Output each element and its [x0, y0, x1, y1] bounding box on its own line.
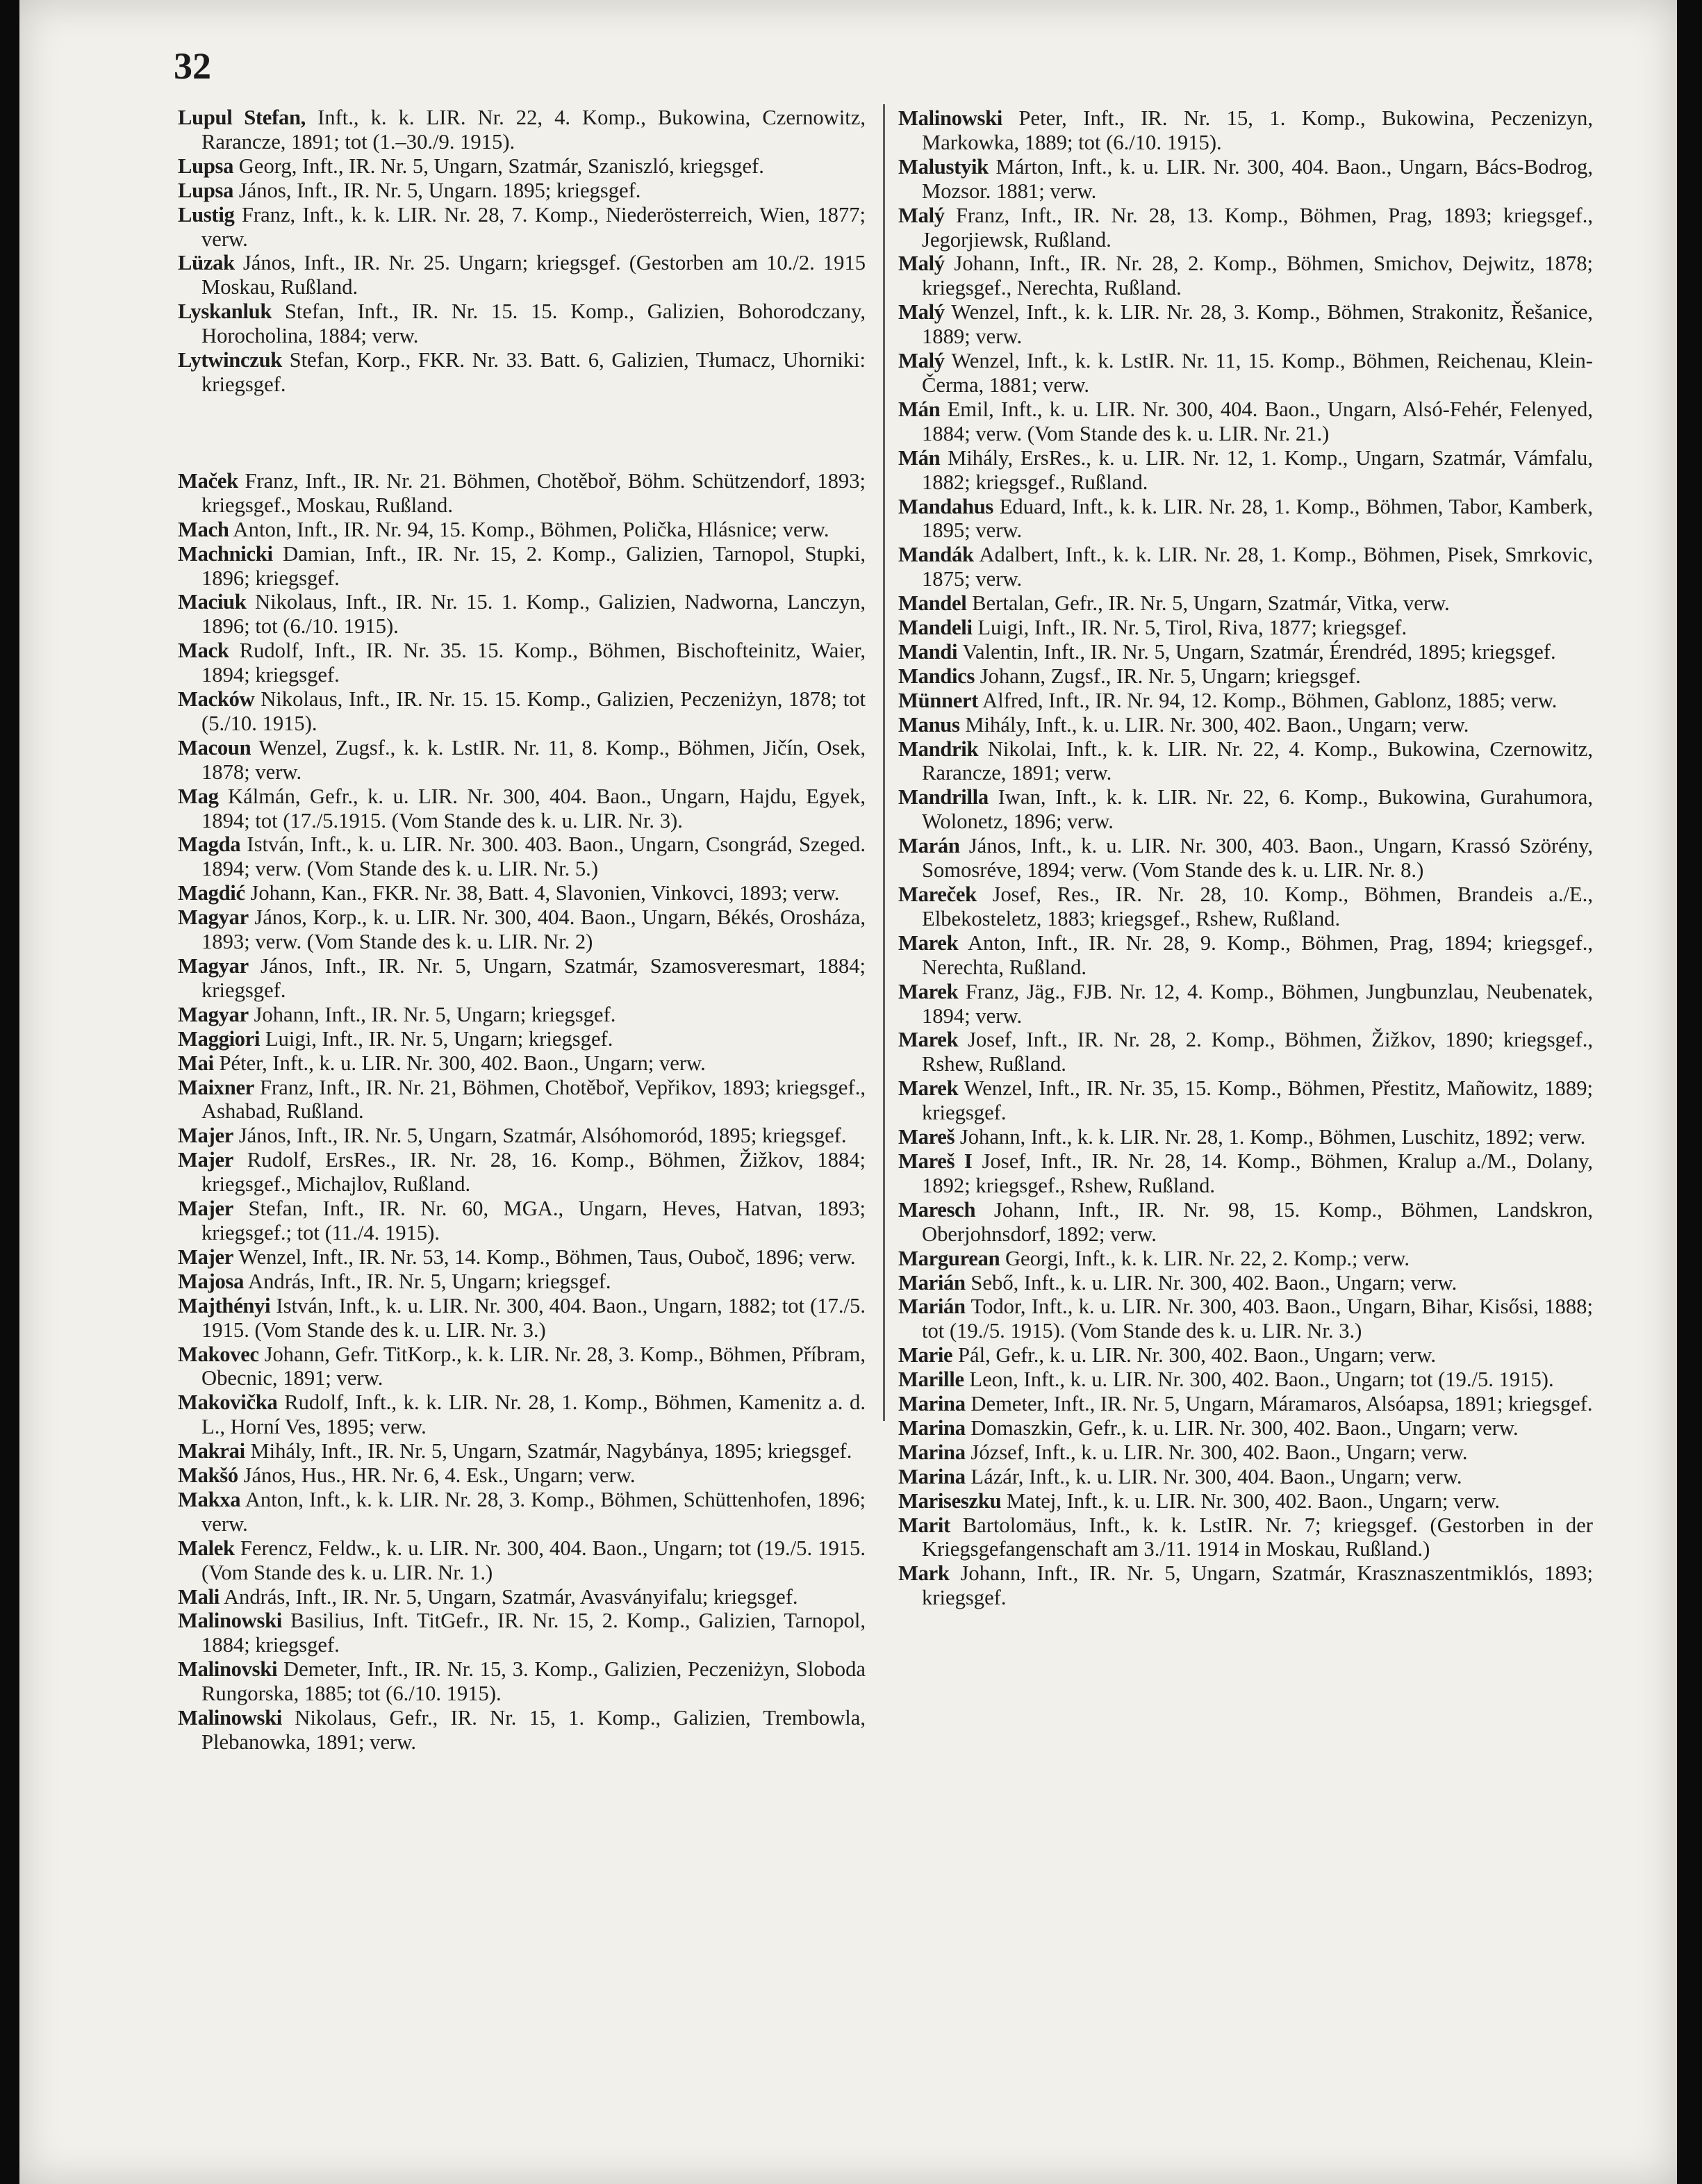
entry-surname: Mach [178, 517, 229, 541]
entry-surname: Marián [898, 1295, 966, 1319]
entry-surname: Magyar [178, 905, 249, 930]
entry-details: István, Inft., k. u. LIR. Nr. 300. 403. Baon., Ungarn, Csongrád, Szeged. 1894; verw. (Vom Stande des k. u. LIR. Nr. 5.) [201, 832, 866, 881]
list-entry [898, 834, 1593, 882]
entry-details: Mihály, Inft., k. u. LIR. Nr. 300, 402. Baon., Ungarn; verw. [965, 712, 1469, 737]
entries-group-l [178, 106, 866, 397]
entry-details: Eduard, Inft., k. k. LIR. Nr. 28, 1. Komp., Böhmen, Tabor, Kamberk, 1895; verw. [922, 494, 1593, 543]
entry-details: Franz, Inft., IR. Nr. 21. Böhmen, Chotěboř, Böhm. Schützendorf, 1893; kriegsgef., Moskau, Rußland. [201, 468, 866, 517]
entry-surname: Maček [178, 468, 238, 493]
list-entry [178, 1657, 866, 1706]
entry-surname: Majosa [178, 1269, 245, 1293]
list-entry [898, 397, 1593, 446]
list-entry [898, 980, 1593, 1028]
entry-surname: Mandrilla [898, 785, 989, 810]
scan-edge [1677, 0, 1702, 2184]
entry-surname: Marek [898, 930, 959, 955]
entry-surname: Marie [898, 1343, 953, 1368]
list-entry [898, 640, 1593, 664]
entry-surname: Mai [178, 1051, 214, 1075]
entry-details: Márton, Inft., k. u. LIR. Nr. 300, 404. Baon., Ungarn, Bács-Bodrog, Mozsor. 1881; verw. [922, 154, 1594, 203]
list-entry [178, 518, 866, 542]
entry-surname: Lupul Stefan, [178, 106, 306, 129]
entry-surname: Lyskanluk [178, 299, 272, 324]
list-entry [178, 1488, 866, 1536]
entry-details: Wenzel, Inft., k. k. LstIR. Nr. 11, 15. Komp., Böhmen, Reichenau, Klein-Čerma, 1881; verw. [922, 349, 1593, 397]
list-entry [178, 881, 866, 905]
list-entry [898, 882, 1593, 931]
entry-surname: Lustig [178, 202, 235, 227]
list-entry [898, 737, 1593, 786]
entry-details: Mihály, Inft., IR. Nr. 5, Ungarn, Szatmár, Nagybánya, 1895; kriegsgef. [250, 1439, 852, 1463]
entry-details: Anton, Inft., IR. Nr. 28, 9. Komp., Böhmen, Prag, 1894; kriegsgef., Nerechta, Rußland. [922, 930, 1594, 979]
list-entry [898, 664, 1593, 689]
entry-surname: Marián [898, 1270, 966, 1295]
list-entry [898, 1028, 1593, 1076]
entry-surname: Mandrik [898, 737, 979, 761]
list-entry [178, 1706, 866, 1755]
entry-details: Franz, Inft., IR. Nr. 28, 13. Komp., Böhmen, Prag, 1893; kriegsgef., Jegorjiewsk, Rußland. [922, 203, 1593, 252]
entry-details: Lázár, Inft., k. u. LIR. Nr. 300, 404. Baon., Ungarn; verw. [970, 1464, 1462, 1488]
list-entry [178, 1270, 866, 1294]
entry-surname: Marek [898, 979, 959, 1003]
entry-details: Todor, Inft., k. u. LIR. Nr. 300, 403. Baon., Ungarn, Bihar, Kisősi, 1888; tot (19./5. 1915). (Vom Stande des k. u. LIR. Nr. 3.) [922, 1295, 1593, 1343]
entry-details: Luigi, Inft., IR. Nr. 5, Tirol, Riva, 1877; kriegsgef. [977, 616, 1407, 640]
entry-surname: Marina [898, 1415, 966, 1440]
entry-surname: Marille [898, 1368, 964, 1392]
entry-surname: Mack [178, 639, 229, 663]
entry-surname: Magda [178, 832, 241, 857]
entry-surname: Lupsa [178, 154, 234, 178]
list-entry [898, 591, 1593, 616]
entry-surname: Makovec [178, 1342, 259, 1366]
entry-details: Basilius, Inft. TitGefr., IR. Nr. 15, 2. Komp., Galizien, Tarnopol, 1884; kriegsgef. [201, 1609, 866, 1657]
entry-details: János, Inft., IR. Nr. 25. Ungarn; kriegsgef. (Gestorben am 10./2. 1915 Moskau, Rußland. [201, 251, 866, 299]
entry-surname: Magyar [178, 954, 249, 978]
list-entry [178, 1027, 866, 1051]
entry-details: Emil, Inft., k. u. LIR. Nr. 300, 404. Baon., Ungarn, Alsó-Fehér, Felenyed, 1884; verw. (Vom Stande des k. u. LIR. Nr. 21.) [922, 397, 1593, 445]
list-entry [898, 1247, 1593, 1271]
list-entry [898, 252, 1593, 300]
entry-details: Franz, Jäg., FJB. Nr. 12, 4. Komp., Böhmen, Jungbunzlau, Neubenatek, 1894; verw. [922, 979, 1593, 1028]
list-entry [898, 1416, 1593, 1440]
entry-details: Bertalan, Gefr., IR. Nr. 5, Ungarn, Szatmár, Vitka, verw. [972, 591, 1450, 616]
entry-details: Stefan, Inft., IR. Nr. 60, MGA., Ungarn, Heves, Hatvan, 1893; kriegsgef.; tot (11./4. 1915). [201, 1197, 866, 1245]
entry-surname: Makxa [178, 1487, 241, 1511]
list-entry [178, 1294, 866, 1343]
entry-surname: Mán [898, 397, 941, 421]
entry-surname: Marán [898, 834, 960, 858]
entry-details: Johann, Gefr. TitKorp., k. k. LIR. Nr. 28, 3. Komp., Böhmen, Příbram, Obecnic, 1891; verw. [201, 1342, 866, 1390]
list-entry [898, 1392, 1593, 1416]
entry-surname: Malý [898, 252, 945, 276]
list-entry [898, 1368, 1593, 1392]
entry-details: Sebő, Inft., k. u. LIR. Nr. 300, 402. Baon., Ungarn; verw. [970, 1270, 1457, 1295]
entry-surname: Malý [898, 349, 945, 373]
scanned-page [19, 0, 1678, 2184]
entry-details: András, Inft., IR. Nr. 5, Ungarn, Szatmár, Avasványifalu; kriegsgef. [223, 1584, 798, 1609]
entry-surname: Münnert [898, 688, 979, 712]
entry-details: Matej, Inft., k. u. LIR. Nr. 300, 402. Baon., Ungarn; verw. [1006, 1488, 1500, 1513]
entry-surname: Malinowski [178, 1706, 282, 1730]
entry-details: Rudolf, ErsRes., IR. Nr. 28, 16. Komp., Böhmen, Žižkov, 1884; kriegsgef., Michajlov, Rußland. [201, 1148, 866, 1197]
entry-details: Demeter, Inft., IR. Nr. 15, 3. Komp., Galizien, Peczeniżyn, Sloboda Rungorska, 1885; tot (6./10. 1915). [201, 1657, 866, 1706]
entry-surname: Mareš [898, 1125, 955, 1149]
list-entry [178, 299, 866, 348]
entry-surname: Magdić [178, 881, 245, 905]
entry-surname: Marina [898, 1464, 966, 1488]
entry-surname: Mandi [898, 639, 958, 664]
entry-surname: Magyar [178, 1002, 249, 1026]
entry-details: Peter, Inft., IR. Nr. 15, 1. Komp., Bukowina, Peczenizyn, Markowka, 1889; tot (6./10. 1915). [922, 106, 1593, 154]
list-entry [178, 1051, 866, 1076]
entry-details: Péter, Inft., k. u. LIR. Nr. 300, 402. Baon., Ungarn; verw. [219, 1051, 706, 1075]
entry-details: Franz, Inft., IR. Nr. 21, Böhmen, Chotěboř, Vepřikov, 1893; kriegsgef., Ashabad, Rußland. [201, 1075, 866, 1124]
entry-details: Johann, Inft., IR. Nr. 5, Ungarn; kriegsgef. [254, 1002, 616, 1026]
list-entry [898, 1149, 1593, 1198]
list-entry [178, 905, 866, 954]
entry-details: Luigi, Inft., IR. Nr. 5, Ungarn; kriegsgef. [265, 1026, 613, 1051]
page-number: 32 [174, 45, 211, 87]
list-entry [898, 1489, 1593, 1513]
entry-surname: Malý [898, 300, 945, 325]
entry-surname: Majer [178, 1148, 234, 1172]
entry-details: Iwan, Inft., k. k. LIR. Nr. 22, 6. Komp., Bukowina, Gurahumora, Wolonetz, 1896; verw. [922, 785, 1594, 834]
entry-surname: Mandahus [898, 494, 994, 518]
entry-details: Nikolaus, Gefr., IR. Nr. 15, 1. Komp., Galizien, Trembowla, Plebanowka, 1891; verw. [201, 1706, 866, 1754]
list-entry [178, 1003, 866, 1027]
entry-surname: Mag [178, 784, 219, 808]
list-entry [898, 1343, 1593, 1368]
list-entry [898, 155, 1593, 204]
entry-surname: Lytwinczuk [178, 348, 282, 372]
list-entry [898, 543, 1593, 591]
list-entry [178, 639, 866, 687]
list-entry [898, 1271, 1593, 1295]
entry-details: Stefan, Inft., IR. Nr. 15. 15. Komp., Galizien, Bohorodczany, Horocholina, 1884; verw. [201, 299, 866, 348]
entry-surname: Marit [898, 1513, 950, 1537]
entry-details: Wenzel, Inft., k. k. LIR. Nr. 28, 3. Komp., Böhmen, Strakonitz, Řešanice, 1889; verw. [922, 300, 1593, 349]
entry-surname: Mandák [898, 543, 974, 567]
entry-details: Josef, Inft., IR. Nr. 28, 2. Komp., Böhmen, Žižkov, 1890; kriegsgef., Rshew, Rußland. [922, 1028, 1593, 1076]
list-entry [178, 1076, 866, 1124]
entry-surname: Mareš I [898, 1149, 973, 1173]
list-entry [178, 106, 866, 154]
entry-surname: Lupsa [178, 178, 234, 202]
list-entry [178, 954, 866, 1003]
entry-surname: Malek [178, 1536, 235, 1560]
entry-surname: Mali [178, 1584, 220, 1609]
list-entry [178, 179, 866, 203]
entry-details: Alfred, Inft., IR. Nr. 94, 12. Komp., Böhmen, Gablonz, 1885; verw. [982, 688, 1558, 712]
list-entry [898, 446, 1593, 495]
entry-details: Domaszkin, Gefr., k. u. LIR. Nr. 300, 402. Baon., Ungarn; verw. [970, 1415, 1519, 1440]
entry-details: Kálmán, Gefr., k. u. LIR. Nr. 300, 404. Baon., Ungarn, Hajdu, Egyek, 1894; tot (17./5.1915. (Vom Stande des k. u. LIR. Nr. 3). [201, 784, 866, 832]
entry-surname: Majer [178, 1124, 234, 1148]
list-entry [178, 832, 866, 881]
entry-surname: Majthényi [178, 1293, 271, 1317]
entry-surname: Maixner [178, 1075, 255, 1099]
list-entry [178, 785, 866, 833]
list-entry [898, 1198, 1593, 1247]
entry-details: Johann, Zugsf., IR. Nr. 5, Ungarn; kriegsgef. [980, 664, 1361, 688]
list-entry [178, 1343, 866, 1391]
entry-details: Nikolai, Inft., k. k. LIR. Nr. 22, 4. Komp., Bukowina, Czernowitz, Rarancze, 1891; verw. [922, 737, 1593, 785]
list-entry [898, 349, 1593, 397]
list-entry [178, 1609, 866, 1657]
list-entry [178, 251, 866, 299]
entry-details: Demeter, Inft., IR. Nr. 5, Ungarn, Máramaros, Alsóapsa, 1891; kriegsgef. [970, 1392, 1593, 1416]
list-entry [898, 1125, 1593, 1149]
list-entry [898, 495, 1593, 543]
entry-details: Stefan, Korp., FKR. Nr. 33. Batt. 6, Galizien, Tłumacz, Uhorniki: kriegsgef. [201, 348, 866, 396]
list-entry [178, 1197, 866, 1245]
entry-surname: Makrai [178, 1439, 245, 1463]
list-entry [898, 713, 1593, 737]
entry-details: Josef, Res., IR. Nr. 28, 10. Komp., Böhmen, Brandeis a./E., Elbekosteletz, 1883; kriegsgef., Rshew, Rußland. [922, 882, 1593, 930]
entry-details: Georg, Inft., IR. Nr. 5, Ungarn, Szatmár, Szaniszló, kriegsgef. [238, 154, 764, 178]
entry-details: János, Inft., IR. Nr. 5, Ungarn. 1895; kriegsgef. [238, 178, 641, 202]
entry-surname: Mandel [898, 591, 967, 616]
entry-surname: Lüzak [178, 251, 235, 275]
right-column [898, 106, 1593, 1610]
list-entry [178, 1148, 866, 1197]
entry-surname: Mandics [898, 664, 975, 688]
list-entry [178, 687, 866, 736]
list-entry [898, 1465, 1593, 1489]
entry-details: Ferencz, Feldw., k. u. LIR. Nr. 300, 404. Baon., Ungarn; tot (19./5. 1915. (Vom Stande des k. u. LIR. Nr. 1.) [201, 1536, 866, 1584]
entry-details: Inft., k. k. LIR. Nr. 22, 4. Komp., Bukowina, Czernowitz, Rarancze, 1891; tot (1.–30./9. 1915). [201, 106, 866, 154]
entry-surname: Makšó [178, 1463, 238, 1488]
entry-details: István, Inft., k. u. LIR. Nr. 300, 404. Baon., Ungarn, 1882; tot (17./5. 1915. (Vom Stande des k. u. LIR. Nr. 3.) [201, 1293, 866, 1342]
entry-details: Rudolf, Inft., IR. Nr. 35. 15. Komp., Böhmen, Bischofteinitz, Waier, 1894; kriegsgef. [201, 639, 866, 687]
entry-details: Anton, Inft., k. k. LIR. Nr. 28, 3. Komp., Böhmen, Schüttenhofen, 1896; verw. [201, 1487, 866, 1536]
entry-surname: Malinowski [178, 1609, 282, 1633]
list-entry [898, 689, 1593, 713]
list-entry [178, 1585, 866, 1609]
list-entry [898, 785, 1593, 834]
entry-details: Johann, Inft., IR. Nr. 28, 2. Komp., Böhmen, Smichov, Dejwitz, 1878; kriegsgef., Nerechta, Rußland. [922, 252, 1593, 300]
list-entry [178, 1124, 866, 1148]
entry-surname: Mán [898, 445, 941, 470]
list-entry [178, 542, 866, 591]
entry-surname: Maresch [898, 1197, 976, 1222]
entry-details: Josef, Inft., IR. Nr. 28, 14. Komp., Böhmen, Kralup a./M., Dolany, 1892; kriegsgef., Rshew, Rußland. [922, 1149, 1593, 1197]
entry-details: Wenzel, Zugsf., k. k. LstIR. Nr. 11, 8. Komp., Böhmen, Jičín, Osek, 1878; verw. [201, 735, 866, 784]
list-entry [898, 931, 1593, 980]
entry-details: János, Korp., k. u. LIR. Nr. 300, 404. Baon., Ungarn, Békés, Orosháza, 1893; verw. (Vom Stande des k. u. LIR. Nr. 2) [201, 905, 866, 954]
entry-surname: Margurean [898, 1246, 1000, 1270]
entry-surname: Mareček [898, 882, 977, 906]
section-gap [178, 397, 866, 469]
list-entry [178, 1439, 866, 1463]
entry-surname: Marek [898, 1028, 959, 1052]
entry-surname: Malý [898, 203, 945, 227]
entries-group-m [178, 469, 866, 1755]
entry-surname: Marina [898, 1440, 966, 1464]
entry-surname: Marina [898, 1392, 966, 1416]
entry-surname: Malinowski [898, 106, 1002, 130]
list-entry [898, 1440, 1593, 1465]
entry-surname: Mariseszku [898, 1488, 1002, 1513]
entry-surname: Marek [898, 1076, 959, 1101]
entry-surname: Macoun [178, 735, 251, 760]
left-column [178, 106, 866, 1755]
entry-surname: Makovička [178, 1390, 278, 1415]
list-entry [178, 590, 866, 639]
entry-surname: Malustyik [898, 154, 989, 179]
entry-surname: Maggiori [178, 1026, 261, 1051]
list-entry [178, 1536, 866, 1585]
list-entry [898, 1295, 1593, 1343]
entry-details: Bartolomäus, Inft., k. k. LstIR. Nr. 7; kriegsgef. (Gestorben in der Kriegsgefangenschaft am 3./11. 1914 in Moskau, Rußland.) [922, 1513, 1593, 1561]
list-entry [898, 106, 1593, 155]
entry-surname: Malinovski [178, 1657, 278, 1682]
list-entry [898, 1513, 1593, 1562]
entry-details: Mihály, ErsRes., k. u. LIR. Nr. 12, 1. Komp., Ungarn, Szatmár, Vámfalu, 1882; kriegsgef., Rußland. [922, 445, 1593, 494]
entry-details: János, Inft., IR. Nr. 5, Ungarn, Szatmár, Alsóhomoród, 1895; kriegsgef. [238, 1124, 847, 1148]
entry-details: János, Inft., IR. Nr. 5, Ungarn, Szatmár, Szamosveresmart, 1884; kriegsgef. [201, 954, 866, 1002]
entry-surname: Mark [898, 1561, 950, 1586]
entry-details: Leon, Inft., k. u. LIR. Nr. 300, 402. Baon., Ungarn; tot (19./5. 1915). [969, 1368, 1554, 1392]
entry-surname: Mandeli [898, 616, 973, 640]
entries-group-right [898, 106, 1593, 1610]
list-entry [178, 1245, 866, 1270]
entry-details: Johann, Inft., k. k. LIR. Nr. 28, 1. Komp., Böhmen, Luschitz, 1892; verw. [959, 1125, 1586, 1149]
list-entry [178, 736, 866, 785]
column-divider [883, 104, 885, 1421]
entry-details: Johann, Kan., FKR. Nr. 38, Batt. 4, Slavonien, Vinkovci, 1893; verw. [250, 881, 840, 905]
entry-details: András, Inft., IR. Nr. 5, Ungarn; kriegsgef. [248, 1269, 611, 1293]
entry-surname: Majer [178, 1197, 234, 1221]
entry-details: Franz, Inft., k. k. LIR. Nr. 28, 7. Komp., Niederösterreich, Wien, 1877; verw. [201, 202, 866, 251]
entry-surname: Maciuk [178, 590, 247, 614]
entry-details: Johann, Inft., IR. Nr. 98, 15. Komp., Böhmen, Landskron, Oberjohnsdorf, 1892; verw. [922, 1197, 1593, 1246]
list-entry [898, 1076, 1593, 1125]
entry-details: Nikolaus, Inft., IR. Nr. 15. 15. Komp., Galizien, Peczeniżyn, 1878; tot (5./10. 1915). [201, 687, 866, 735]
entry-details: József, Inft., k. u. LIR. Nr. 300, 402. Baon., Ungarn; verw. [970, 1440, 1468, 1464]
entry-details: János, Hus., HR. Nr. 6, 4. Esk., Ungarn; verw. [243, 1463, 636, 1488]
list-entry [898, 300, 1593, 349]
entry-surname: Manus [898, 712, 960, 737]
list-entry [178, 1390, 866, 1439]
entry-surname: Macków [178, 687, 255, 712]
entry-details: Rudolf, Inft., k. k. LIR. Nr. 28, 1. Komp., Böhmen, Kamenitz a. d. L., Horní Ves, 1895; verw. [201, 1390, 866, 1439]
entry-details: Pál, Gefr., k. u. LIR. Nr. 300, 402. Baon., Ungarn; verw. [958, 1343, 1436, 1368]
entry-details: Adalbert, Inft., k. k. LIR. Nr. 28, 1. Komp., Böhmen, Pisek, Smrkovic, 1875; verw. [922, 543, 1594, 591]
list-entry [178, 469, 866, 518]
entry-details: Valentin, Inft., IR. Nr. 5, Ungarn, Szatmár, Érendréd, 1895; kriegsgef. [962, 639, 1556, 664]
entry-surname: Machnicki [178, 541, 273, 566]
list-entry [178, 348, 866, 397]
list-entry [898, 204, 1593, 252]
entry-details: Johann, Inft., IR. Nr. 5, Ungarn, Szatmár, Krasznaszentmiklós, 1893; kriegsgef. [922, 1561, 1593, 1610]
list-entry [178, 154, 866, 179]
entry-details: Georgi, Inft., k. k. LIR. Nr. 22, 2. Komp.; verw. [1005, 1246, 1410, 1270]
entry-details: Wenzel, Inft., IR. Nr. 53, 14. Komp., Böhmen, Taus, Ouboč, 1896; verw. [238, 1245, 856, 1269]
entry-details: János, Inft., k. u. LIR. Nr. 300, 403. Baon., Ungarn, Krassó Szörény, Somosréve, 1894; verw. (Vom Stande des k. u. LIR. Nr. 8.) [922, 834, 1593, 882]
list-entry [178, 203, 866, 252]
entry-details: Anton, Inft., IR. Nr. 94, 15. Komp., Böhmen, Polička, Hlásnice; verw. [233, 517, 829, 541]
entry-details: Nikolaus, Inft., IR. Nr. 15. 1. Komp., Galizien, Nadworna, Lanczyn, 1896; tot (6./10. 1915). [201, 590, 866, 639]
list-entry [898, 1561, 1593, 1610]
list-entry [178, 1463, 866, 1488]
list-entry [898, 616, 1593, 640]
entry-details: Damian, Inft., IR. Nr. 15, 2. Komp., Galizien, Tarnopol, Stupki, 1896; kriegsgef. [201, 541, 866, 590]
entry-surname: Majer [178, 1245, 234, 1269]
entry-details: Wenzel, Inft., IR. Nr. 35, 15. Komp., Böhmen, Přestitz, Mañowitz, 1889; kriegsgef. [922, 1076, 1593, 1125]
